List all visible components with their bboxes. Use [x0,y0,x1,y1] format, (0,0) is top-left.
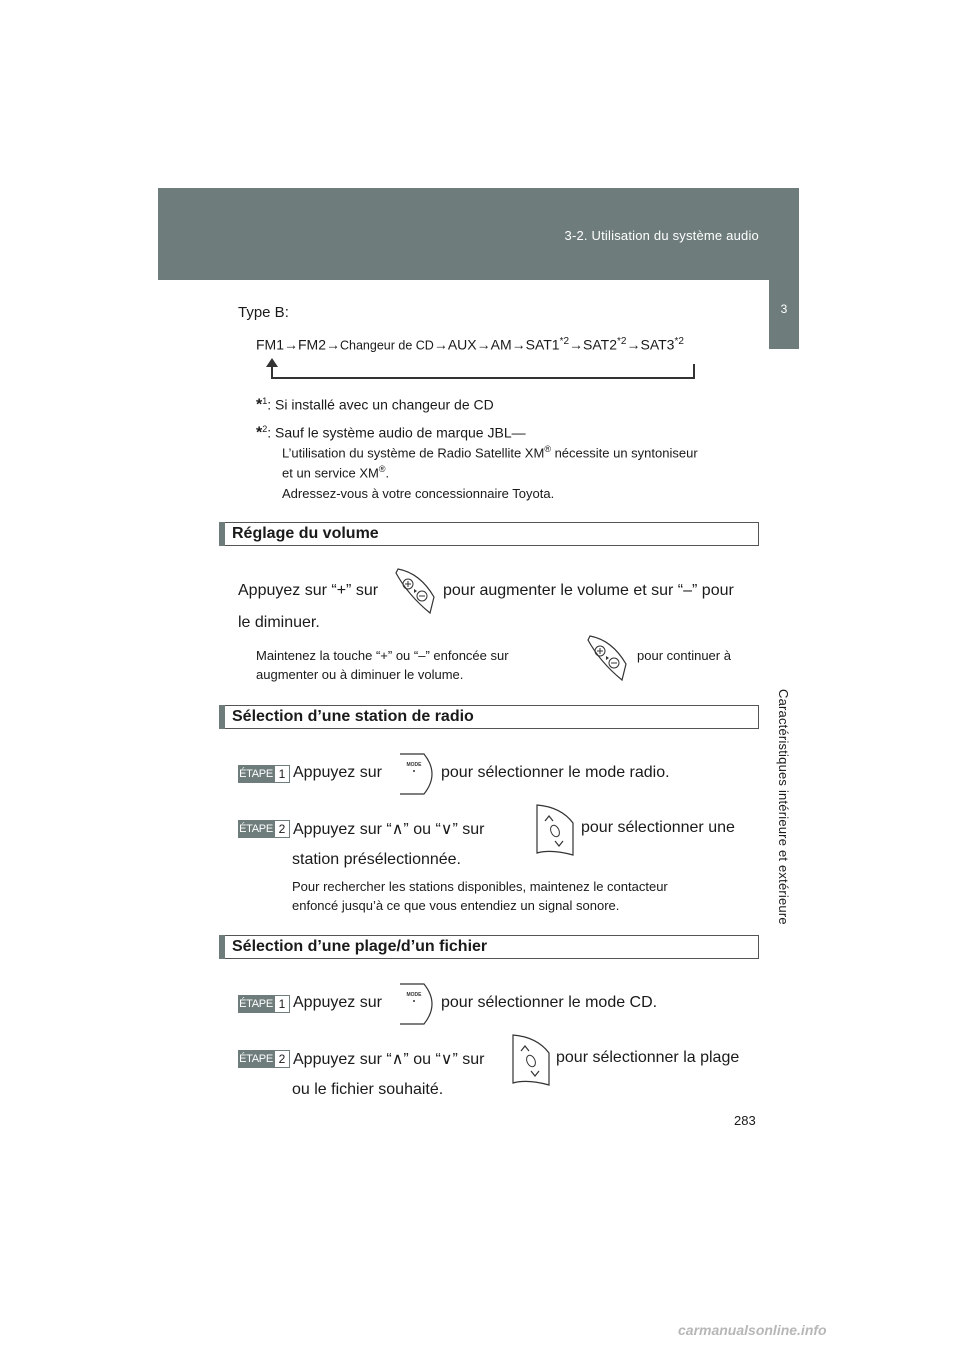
step-number: 2 [274,820,290,838]
seq-sat1: SAT1 [525,336,560,353]
footnote-1: *$^1$: Si installé avec un changeur de CD [256,396,494,414]
seq-arrow: → [476,336,491,353]
section-radio-title: Sélection d’une station de radio [232,708,474,725]
seek-switch-icon [507,1033,551,1087]
seq-sat2: SAT2 [583,336,618,353]
svg-text:MODE: MODE [406,762,422,768]
seq-cd-changer: Changeur de CD [340,338,434,353]
footnote-2-line2: et un service XM®. [282,464,390,481]
volume-p1-a: Appuyez sur “+” sur [238,582,379,599]
seq-footnote-ref: *2 [559,336,570,347]
volume-p2-b: pour continuer à [637,648,731,663]
sequence-loop-right [693,364,695,379]
footnote-2-text: : Sauf le système audio de marque JBL— [267,424,526,441]
volume-p1-b: pour augmenter le volume et sur “–” pour [443,582,734,599]
chapter-tab [769,280,799,1358]
mode-button-icon [398,752,434,796]
volume-switch-icon [394,565,438,615]
seq-fm2: FM2 [298,336,326,353]
footnote-2-line1-a: L’utilisation du système de Radio Satellite XM [282,445,545,461]
seq-footnote-ref: *2 [617,336,627,347]
track-step1-b: pour sélectionner le mode CD. [441,994,658,1011]
section-track-header [219,935,759,959]
seq-arrow: → [433,336,448,353]
chapter-title: Caractéristiques intérieure et extérieure [776,689,791,925]
watermark: carmanualsonline.info [678,1322,827,1338]
sequence-loop-line [271,377,695,379]
footnote-1-text: : Si installé avec un changeur de CD [267,396,494,413]
section-header: 3-2. Utilisation du système audio [564,228,759,243]
section-bar [219,522,225,546]
mode-button-icon [398,982,434,1026]
step-label: ÉTAPE [238,1050,274,1068]
step-number: 1 [274,995,290,1013]
section-track-title: Sélection d’une plage/d’un fichier [232,938,488,955]
step-badge [238,765,290,783]
section-radio-header [219,705,759,729]
registered-mark: ® [544,444,551,454]
section-bar [219,935,225,959]
seq-arrow: → [626,336,641,353]
step-label: ÉTAPE [238,995,274,1013]
footnote-2-line3: Adressez-vous à votre concessionnaire Toyota. [282,486,555,501]
step-label: ÉTAPE [238,765,274,783]
section-volume-header [219,522,759,546]
footnote-2-line2-text: et un service XM [282,465,379,481]
seq-arrow: → [284,336,298,353]
chapter-number: 3 [769,280,799,349]
track-step2-a: Appuyez sur “∧” ou “∨” sur [293,1051,485,1068]
step-label: ÉTAPE [238,820,274,838]
page-number: 283 [734,1113,756,1128]
radio-step1-b: pour sélectionner le mode radio. [441,764,670,781]
sequence-loop-arrow-icon [266,358,278,367]
radio-step2-c: station présélectionnée. [292,851,461,868]
seq-arrow: → [569,336,584,353]
chapter-tab-body [769,349,799,1358]
radio-step2-a: Appuyez sur “∧” ou “∨” sur [293,821,485,838]
header-band [158,188,799,280]
mode-sequence [256,336,684,353]
footnote-2-line1 [282,444,754,460]
step-number: 1 [274,765,290,783]
seq-arrow: → [326,336,340,353]
step-badge [238,820,290,838]
step-badge [238,995,290,1013]
track-step1-a: Appuyez sur [293,994,382,1011]
seq-am: AM [490,336,512,353]
footnote-2: *$^2$: Sauf le système audio de marque JBL— [256,424,526,442]
svg-text:MODE: MODE [406,992,422,998]
footnote-1-mark: 1 [262,396,268,406]
seq-aux: AUX [447,336,477,353]
volume-p1-c: le diminuer. [238,614,320,631]
seq-fm1: FM1 [256,336,284,353]
volume-switch-icon [586,632,630,682]
step-number: 2 [274,1050,290,1068]
seq-sat3: SAT3 [640,336,675,353]
section-volume-title: Réglage du volume [232,525,379,542]
seek-switch-icon [531,803,575,857]
footnote-2-line1-b: nécessite un syntoniseur [550,445,698,461]
section-bar [219,705,225,729]
radio-step2-b: pour sélectionner une [581,819,735,836]
radio-step1-a: Appuyez sur [293,764,382,781]
type-b-label: Type B: [238,304,289,321]
step-badge [238,1050,290,1068]
track-step2-c: ou le fichier souhaité. [292,1081,444,1098]
seq-arrow: → [511,336,526,353]
volume-p2-a: Maintenez la touche “+” ou “–” enfoncée sur [256,648,509,663]
radio-step2-note2: enfoncé jusqu’à ce que vous entendiez un signal sonore. [292,898,620,913]
volume-p2-c: augmenter ou à diminuer le volume. [256,667,464,682]
track-step2-b: pour sélectionner la plage [556,1049,740,1066]
seq-footnote-ref: *2 [674,336,684,347]
footnote-2-mark: 2 [262,424,268,434]
registered-mark: ® [378,464,386,474]
radio-step2-note1: Pour rechercher les stations disponibles, maintenez le contacteur [292,879,668,894]
